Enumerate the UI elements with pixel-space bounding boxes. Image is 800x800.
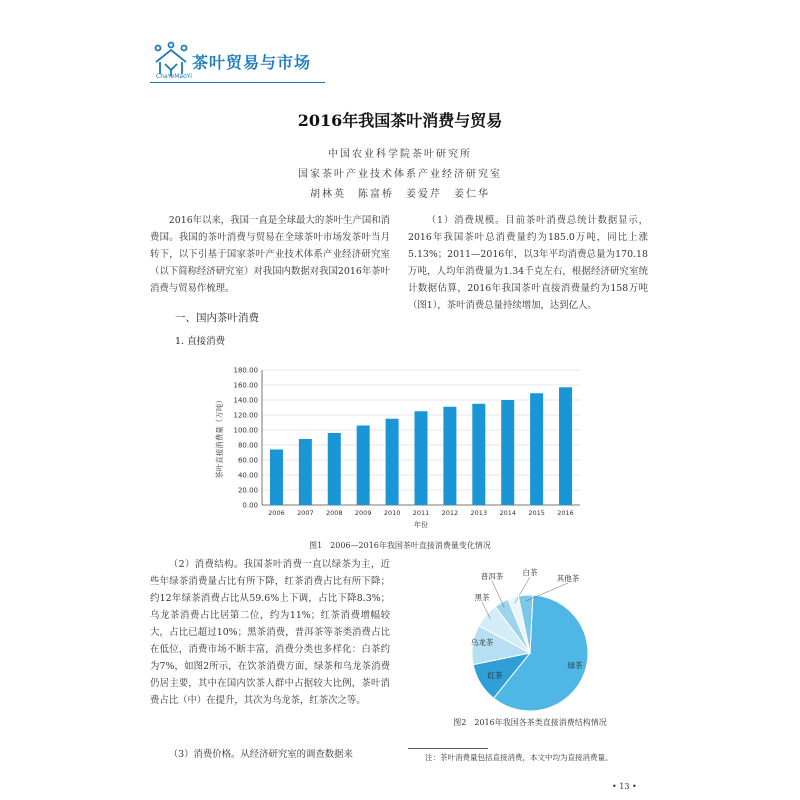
pie-leader-line — [492, 581, 504, 608]
consumption-structure-paragraph: （2）消费结构。我国茶叶消费一直以绿茶为主，近些年绿茶消费量占比有所下降，红茶消费占比有所下降；约12年绿茶消费占比从59.6%上下调，占比下降8.3%；乌龙茶消费占比居第二位，约为11%；红茶消费增幅较大，占比已超过10%；黑茶消费，普洱茶等茶类消费占比在低位，消费市场不断丰富，消费分类也多样化：白茶约为7%，如图2所示，在饮茶消费方面，绿茶和乌龙茶消费仍居主要，其中在国内饮茶人群中占据较大比例，茶叶消费占比（中）在提升，其次为乌龙茶，红茶次之等。 — [150, 559, 390, 706]
x-tick-label: 2013 — [470, 509, 488, 517]
bar-2013 — [472, 404, 485, 505]
bar-2006 — [270, 450, 283, 506]
section-heading-domestic: 一、国内茶叶消费 — [175, 312, 259, 324]
y-tick-label: 20.00 — [237, 486, 258, 495]
figure-2-caption: 图2 2016年我国各茶类直接消费结构情况 — [453, 718, 607, 727]
y-tick-label: 120.00 — [233, 411, 258, 420]
subheading-direct-consumption: 1. 直接消费 — [175, 336, 226, 347]
figure-1-caption: 图1 2006—2016年我国茶叶直接消费量变化情况 — [309, 541, 491, 550]
pie-label: 红茶 — [487, 671, 503, 680]
y-tick-label: 80.00 — [237, 441, 258, 450]
consumption-bar-chart — [210, 360, 590, 535]
affiliation-1: 中国农业科学院茶叶研究所 — [328, 149, 472, 160]
pie-label: 乌龙茶 — [470, 638, 494, 647]
x-tick-label: 2014 — [499, 509, 517, 517]
journal-section-pinyin: ChaYeMaoYi — [156, 73, 192, 80]
y-tick-label: 100.00 — [233, 426, 258, 435]
consumption-price-paragraph: （3）消费价格。从经济研究室的调查数据来 — [168, 749, 353, 760]
bar-2014 — [501, 400, 514, 505]
x-tick-label: 2011 — [412, 509, 430, 517]
journal-section-title: 茶叶贸易与市场 — [192, 53, 312, 72]
x-tick-label: 2016 — [557, 509, 574, 517]
article-title: 2016年我国茶叶消费与贸易 — [297, 111, 503, 130]
page-number: • 13 • — [612, 782, 637, 791]
y-tick-label: 40.00 — [237, 471, 258, 480]
y-tick-label: 60.00 — [237, 456, 258, 465]
bar-2009 — [357, 426, 370, 506]
header-rule — [150, 82, 325, 83]
x-axis-label: 年份 — [414, 521, 428, 529]
bar-2010 — [386, 419, 399, 505]
author-names: 胡林英 陈富桥 姜爱芹 姜仁华 — [310, 189, 490, 200]
bar-2011 — [414, 411, 427, 505]
footnote-rule — [408, 748, 488, 749]
pie-label: 白茶 — [522, 568, 538, 577]
x-tick-label: 2015 — [528, 509, 545, 517]
bar-2016 — [559, 387, 572, 505]
x-tick-label: 2010 — [383, 509, 401, 517]
bar-2008 — [328, 433, 341, 505]
y-tick-label: 0.00 — [242, 501, 258, 510]
footnote: 注：茶叶消费量包括直接消费，本文中均为直接消费量。 — [425, 753, 613, 762]
pie-label: 其他茶 — [556, 574, 580, 583]
x-tick-label: 2012 — [441, 509, 459, 517]
x-tick-label: 2009 — [354, 509, 372, 517]
pie-label: 普洱茶 — [480, 572, 504, 581]
intro-paragraph: 2016年以来，我国一直是全球最大的茶叶生产国和消费国。我国的茶叶消费与贸易在全球茶叶市场发茶叶当月转下，以下引基于国家茶叶产业技术体系产业经济研究室（以下简称经济研究室）对我国内数据对我国2016年茶叶消费与贸易作梳理。 — [150, 215, 390, 294]
bar-2007 — [299, 439, 312, 505]
bar-2012 — [443, 407, 456, 505]
bar-2015 — [530, 393, 543, 505]
x-tick-label: 2007 — [297, 509, 314, 517]
y-axis-label: 茶叶直接消费量（万吨） — [215, 396, 224, 479]
affiliation-2: 国家茶叶产业技术体系产业经济研究室 — [298, 169, 502, 180]
pie-label: 绿茶 — [567, 661, 583, 670]
y-tick-label: 160.00 — [233, 381, 258, 390]
consumption-structure-pie-chart — [430, 565, 610, 715]
pie-label: 黑茶 — [474, 593, 490, 602]
y-tick-label: 180.00 — [233, 366, 258, 375]
x-tick-label: 2008 — [325, 509, 343, 517]
y-tick-label: 140.00 — [233, 396, 258, 405]
consumption-scale-paragraph: （1）消费规模。目前茶叶消费总统计数据显示，2016年我国茶叶总消费量约为185.0万吨，同比上涨5.13%；2011—2016年，以3年平均消费总量为170.18万吨，人均年消费量为1.34千克左右，根据经济研究室统计数据估算，2016年我国茶叶直接消费量约为158万吨（图1），茶叶消费总量持续增加，达到亿人。 — [408, 215, 648, 311]
x-tick-label: 2006 — [268, 509, 285, 517]
